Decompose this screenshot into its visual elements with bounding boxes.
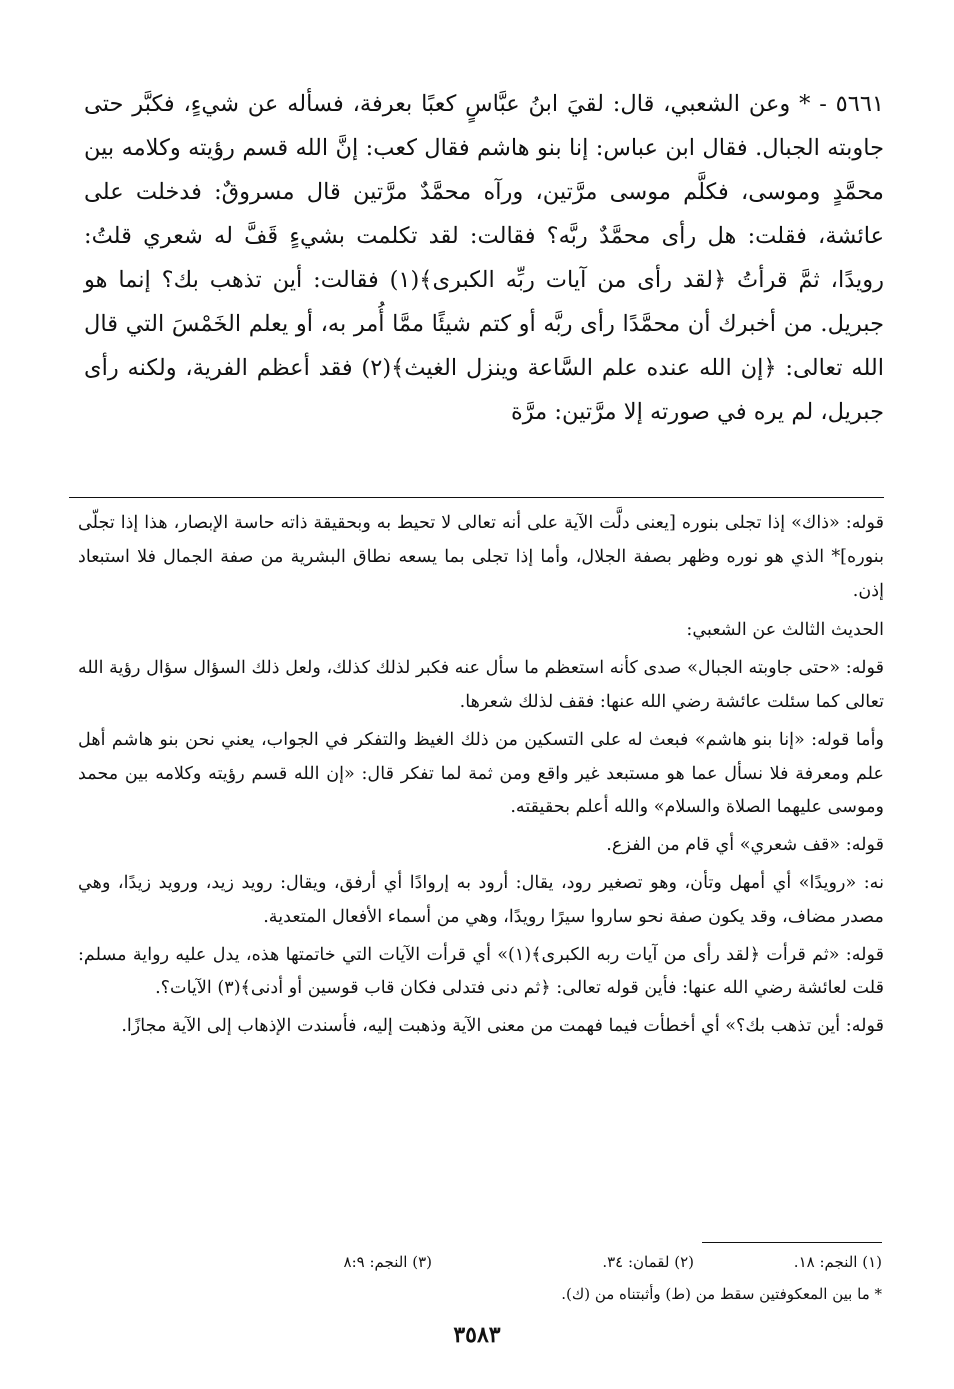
hadith-main-text <box>84 82 884 434</box>
page-number: ٣٥٨٣ <box>453 1322 501 1348</box>
footnote-row <box>76 1248 882 1276</box>
commentary-paragraph: وأما قوله: «إنا بنو هاشم» فبعث له على التسكين من ذلك الغيظ والتفكر في الجواب، يعني نحن بنو هاشم أهل علم ومعرفة فلا نسأل عما هو مستبعد غير واقع ومن ثمة لما تفكر قال: «إن الله قسم رؤيته وكلامه بين محمد وموسى عليهما الصلاة والسلام» والله أعلم بحقيقته. <box>78 729 884 818</box>
footnote-1: (١) النجم: ١٨. <box>793 1253 882 1271</box>
commentary-paragraph: قوله: «قف شعري» أي قام من الفزع. <box>606 835 884 856</box>
commentary-paragraph: نه: «رويدًا» أي أمهل وتأن، وهو تصغير رود، يقال: أرود به إروادًا أي أرفق، ويقال: رويد زيد، ورويد زيدًا، وهي مصدر مضاف، وقد يكون صفة نحو ساروا سيرًا رويدًا، وهي من أسماء الأفعال المتعدية. <box>78 872 884 927</box>
section-divider <box>69 497 884 498</box>
commentary-heading: الحديث الثالث عن الشعبي: <box>686 620 884 641</box>
footnotes <box>76 1248 882 1308</box>
commentary-paragraph: قوله: «ذاك» إذا تجلى بنوره [يعنى دلَّت الآية على أنه تعالى لا تحيط به وبحقيقة ذاته حاسة الإبصار، هذا إذا تجلّى بنوره]* الذي هو نوره وظهر بصفة الجلال، وأما إذا تجلى بما يسعه نطاق البشرية من صفة الجمال فلا استبعاد إذن. <box>78 513 884 601</box>
commentary-section <box>78 507 884 1048</box>
commentary-paragraph: قوله: «حتى جاوبته الجبال» صدى كأنه استعظم ما سأل عنه فكبر لذلك كذلك، ولعل ذلك السؤال سؤال رؤية الله تعالى كما سئلت عائشة رضي الله عنها: فقف لذلك شعرها. <box>78 658 884 712</box>
commentary-paragraph: قوله: «ثم قرأت ﴿لقد رأى من آيات ربه الكبرى﴾(١)» أي قرأت الآيات التي خاتمتها هذه، يدل عليه رواية مسلم: قلت لعائشة رضي الله عنها: فأين قوله تعالى: ﴿ثم دنى فتدلى فكان قاب قوسين أو أدنى﴾(٣) الآيات؟. <box>78 944 885 999</box>
footnote-3: (٣) النجم: ٨:٩ <box>343 1253 432 1271</box>
footnote-2: (٢) لقمان: ٣٤. <box>602 1253 694 1271</box>
commentary-paragraph: قوله: أين تذهب بك؟» أي أخطأت فيما فهمت من معنى الآية وذهبت إليه، فأسندت الإذهاب إلى الآية مجازًا. <box>121 1016 884 1037</box>
footnote-divider <box>702 1242 882 1243</box>
hadith-paragraph: ٥٦٦١ - * وعن الشعبي، قال: لقيَ ابنُ عبَّاسٍ كعبًا بعرفة، فسأله عن شيءٍ، فكبَّر حتى جاوبته الجبال. فقال ابن عباس: إنا بنو هاشم فقال كعب: إنَّ الله قسم رؤيته وكلامه بين محمَّدٍ وموسى، فكلَّم موسى مرَّتين، ورآه محمَّدٌ مرَّتين قال مسروقٌ: فدخلت على عائشة، فقلت: هل رأى محمَّدٌ ربَّه؟ فقالت: لقد تكلمت بشيءٍ قَفَّ له شعري قلتُ: رويدًا، ثمَّ قرأتُ ﴿لقد رأى من آيات ربِّه الكبرى﴾(١) فقالت: أين تذهب بك؟ إنما هو جبريل. من أخبرك أن محمَّدًا رأى ربَّه أو كتم شيئًا ممَّا أُمر به، أو يعلم الخَمْسَ التي قال الله تعالى: ﴿إن الله عنده علم السَّاعة وينزل الغيث﴾(٢) فقد أعظم الفرية، ولكنه رأى جبريل، لم يره في صورته إلا مرَّتين: مرَّة <box>84 91 885 425</box>
footnote-asterisk: * ما بين المعكوفتين سقط من (ط) وأثبتناه من (ك). <box>561 1285 882 1303</box>
